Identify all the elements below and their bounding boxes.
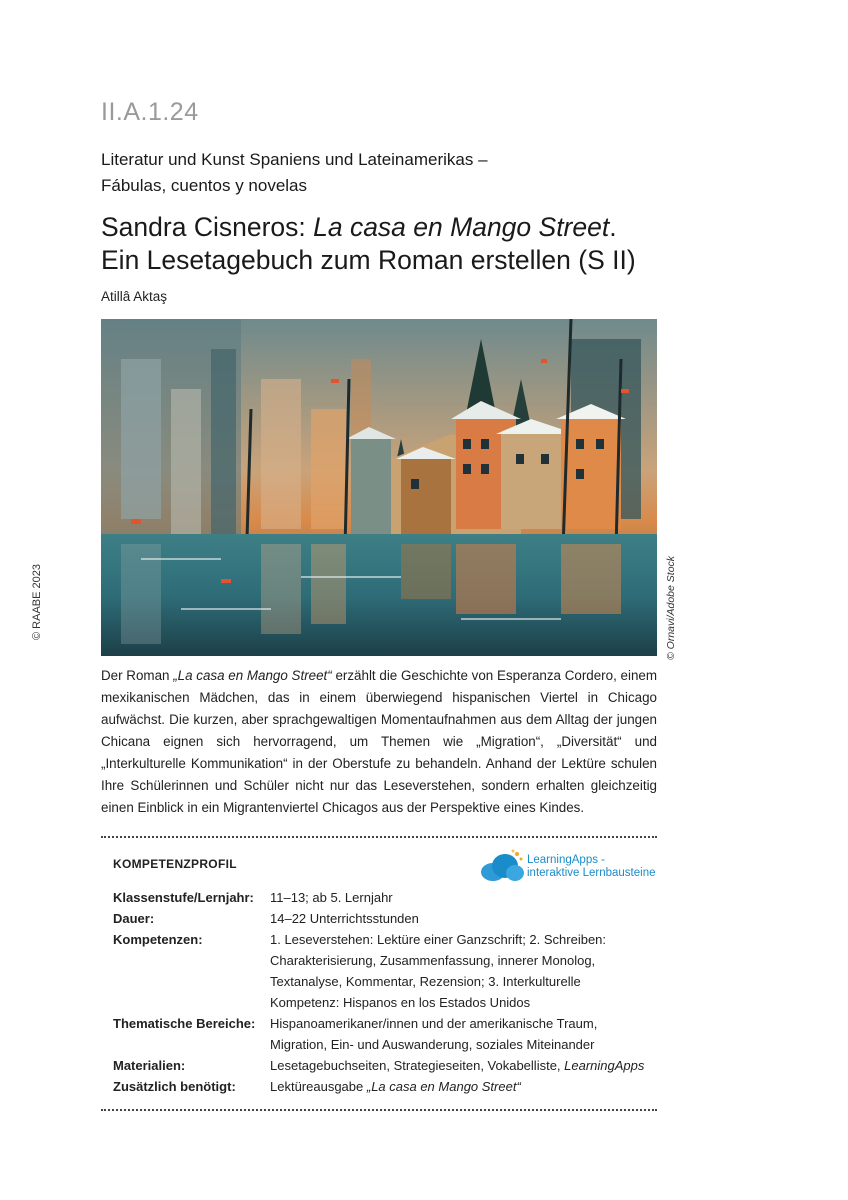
series-line-1: Literatur und Kunst Spaniens und Lateinamerikas – (101, 150, 488, 169)
divider-bottom (101, 1109, 657, 1111)
author-name: Atillâ Aktaş (101, 289, 168, 304)
profile-row-topics: Thematische Bereiche: Hispanoamerikaner/innen und der amerikanische Traum, Migration, Ein- und Auswanderung, soziales Miteinander (113, 1016, 598, 1052)
document-code: II.A.1.24 (101, 98, 199, 126)
series-line-2: Fábulas, cuentos y novelas (101, 176, 308, 195)
image-credit: © Ornavi/Adobe Stock (665, 555, 677, 660)
profile-heading: KOMPETENZPROFIL (113, 857, 237, 871)
profile-row-grade: Klassenstufe/Lernjahr: 11–13; ab 5. Lernjahr (113, 890, 393, 905)
cover-painting (101, 319, 657, 656)
cloud-icon (479, 848, 525, 884)
title-line-1: Sandra Cisneros: La casa en Mango Street. (101, 212, 617, 242)
profile-row-required: Zusätzlich benötigt: Lektüreausgabe „La casa en Mango Street“ (113, 1079, 521, 1094)
profile-row-duration: Dauer: 14–22 Unterrichtsstunden (113, 911, 419, 926)
page-title (101, 211, 636, 277)
series-title (101, 147, 488, 199)
profile-row-materials: Materialien: Lesetagebuchseiten, Strategieseiten, Vokabelliste, LearningApps (113, 1058, 645, 1073)
intro-paragraph: Der Roman „La casa en Mango Street“ erzählt die Geschichte von Esperanza Cordero, einem mexikanischen Mädchen, das in einem überwiegend hispanischen Viertel in Chicago aufwächst. Die kurzen, aber sprachgewaltigen Momentaufnahmen aus dem Alltag der jungen Chicana eignen sich hervorragend, um Themen wie „Migration“, „Diversität“ und „Interkulturelle Kommunikation“ in der Oberstufe zu behandeln. Anhand der Lektüre schulen Ihre Schülerinnen und Schüler nicht nur das Leseverstehen, sondern erhalten gleichzeitig einen Einblick in ein Migrantenviertel Chicagos aus der Perspektive eines Kindes. (101, 668, 657, 815)
learningapps-logo[interactable] (479, 848, 659, 884)
competence-profile (113, 887, 653, 1097)
title-line-2: Ein Lesetagebuch zum Roman erstellen (S II) (101, 245, 636, 275)
copyright-notice: © RAABE 2023 (31, 564, 43, 640)
cover-illustration (101, 319, 657, 656)
divider-top (101, 836, 657, 838)
learningapps-text: LearningApps - interaktive Lernbausteine (527, 854, 656, 879)
profile-row-competences: Kompetenzen: 1. Leseverstehen: Lektüre einer Ganzschrift; 2. Schreiben: Charakterisierung, Zusammenfassung, innerer Monolog, Textanalyse, Kommentar, Rezension; 3. Interkulturelle Kompetenz: Hispanos en los Estados Unidos (113, 932, 607, 1010)
